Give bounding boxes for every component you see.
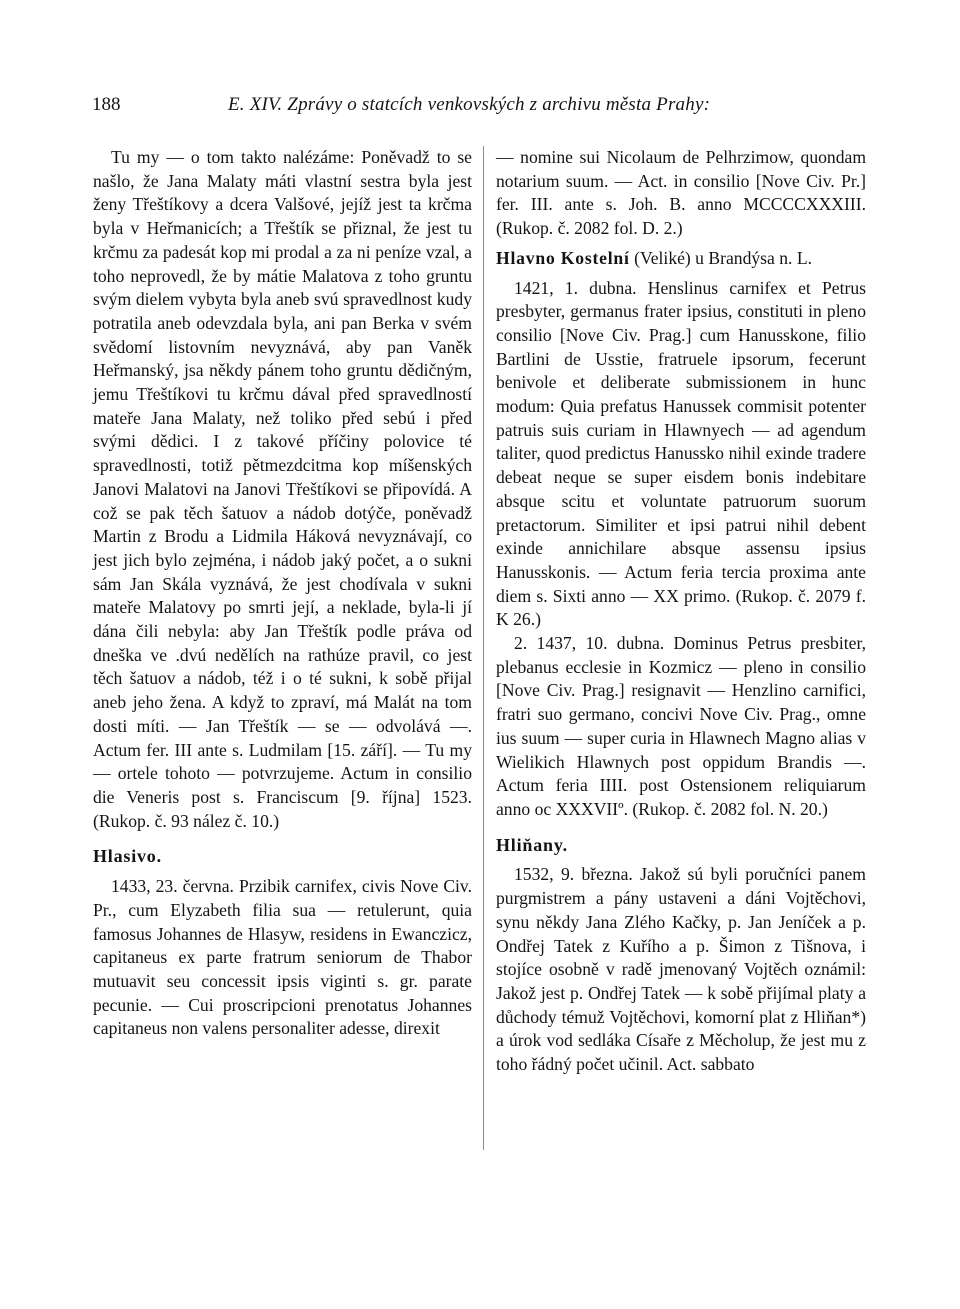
right-column (496, 146, 866, 1077)
section-title-hlasivo: Hlasivo. (93, 846, 162, 867)
paragraph-hlinany-1532: 1532, 9. března. Jakož sú byli poručníci panem purgmistrem a pány ustaveni a dáni Vojtěchovi, synu někdy Jana Zlého Kačky, p. Jan Jeníček a p. Ondřej Tatek z Kuřího a p. Šimon z Tišnova, i stojíce osobně v radě jmenovaný Vojtěch oznámil: Jakož jest p. Ondřej Tatek — k sobě přijímal platy a důchody témuž Vojtěchovi, komorní plat z Hliňan*) a úrok vod sedláka Císaře z Měcholup, že jest mu z toho řádný počet učinil. Act. sabbato (496, 864, 866, 1075)
column-divider (483, 146, 484, 1150)
section-title-hlavno-location: (Veliké) u Brandýsa n. L. (629, 247, 812, 268)
running-title: E. XIV. Zprávy o statcích venkovských z archivu města Prahy: (228, 94, 711, 115)
section-title-hlavno (496, 247, 866, 271)
section-title-hlavno-name: Hlavno Kostelní (496, 247, 630, 268)
section-title-hlinany: Hliňany. (496, 834, 568, 855)
paragraph-hlavno-1437: 2. 1437, 10. dubna. Dominus Petrus presbiter, plebanus ecclesie in Kozmicz — pleno in consilio [Nove Civ. Prag.] resignavit — Henzlino carnifici, fratri suo germano, concivi Nove Civ. Prag., omne ius suum — super curia in Hlawnech Magno alias v Wielikich Hlawnych post oppidum Brandis —. Actum feria IIII. post Ostensionem reliquiarum anno oc XXXVIIº. (Rukop. č. 2082 fol. N. 20.) (496, 633, 866, 819)
paragraph-treštík-judgment: Tu my — o tom takto nalézáme: Poněvadž to se našlo, že Jana Malaty máti vlastní sestra byla jest ženy Třeštíkovy a dcera Valšové, jejíž jest ta krčma byla v Heřmanicích; a Třeštík se přiznal, že jest tu krčmu za padesát kop mi prodal a za ni peníze vzal, a toho neprovedl, že by mátie Malatova z toho gruntu svým dielem vybyta byla aneb svú spravedlnost kudy potratila aneb odevzdala byla, ani pan Berka v svém svědomí listovním nevyznává, aby pan Vaněk Heřmanský, jsa někdy pánem toho gruntu dědičným, jemu Třeštíkovi tu krčmu dával před spravedlností mateře Jana Malaty, než toliko před sebú i před svými dědici. I z takové příčiny polovice té spravedlnosti, totiž pětmezdcitma kop míšenských Janovi Malatovi na Janovi Třeštíkovi se připovídá. A což se pak těch šatuov a nádob dotýče, poněvadž Martin z Brodu a Lidmila Háková nevyznávají, co jest jich bylo zejména, i nádob jaký počet, a o sukni sám Jan Skála vyznává, že jest chodívala v sukni mateře Malatovy po smrti její, a neklade, byla-li jí dána čili nebyla: aby Jan Třeštík podle práva od dneška ve .dvú nedělích na rathúze pravil, co jest těch šatuov a nádob, též i o té sukni, k sobě přijal aneb jeho žena. A když to zpraví, má Malát na tom dosti míti. — Jan Třeštík — se — odvolává —. Actum fer. III ante s. Ludmilam [15. září]. — Tu my — ortele tohoto — potvrzujeme. Actum in consilio die Veneris post s. Franciscum [9. října] 1523. (Rukop. č. 93 nález č. 10.) (93, 147, 472, 831)
left-column (93, 146, 472, 1041)
page-number: 188 (92, 94, 121, 115)
paragraph-hlasivo-1433: 1433, 23. června. Przibik carnifex, civis Nove Civ. Pr., cum Elyzabeth filia sua — retulerunt, quia famosus Johannes de Hlasyw, residens in Ewanczicz, capitaneus ex parte fratrum seniorum de Thabor mutuavit seu concessit ipsis viginti s. gr. parate pecunie. — Cui proscripcioni prenotatus Johannes capitaneus non valens personaliter adesse, direxit (93, 876, 472, 1039)
page-header (92, 94, 872, 122)
paragraph-hlavno-1421: 1421, 1. dubna. Henslinus carnifex et Petrus presbyter, germanus frater ipsius, constituti in pleno consilio [Nove Civ. Prag.] cum Hanusskone, filio Bartlini de Usstie, fratruele ipsorum, fecerunt benivole et deliberate submissionem in hunc modum: Quia prefatus Hanussek commisit potenter patruis suis curiam in Hlawnyech — ad agendum taliter, quod predictus Hanussko nihil exinde tradere debeat neque se super eisdem bonis indebitare absque scitu et voluntate patruorum suorum pretactorum. Similiter et ipsi patrui nihil debent exinde annichilare absque assensu ipsius Hanusskonis. — Actum feria tercia proxima ante diem s. Sixti anno — XX primo. (Rukop. č. 2079 f. K 26.) (496, 277, 866, 630)
paragraph-hlasivo-continuation: — nomine sui Nicolaum de Pelhrzimow, quondam notarium suum. — Act. in consilio [Nove Civ. Pr.] fer. III. ante s. Joh. B. anno MCCCCXXXIII. (Rukop. č. 2082 fol. D. 2.) (496, 147, 866, 239)
